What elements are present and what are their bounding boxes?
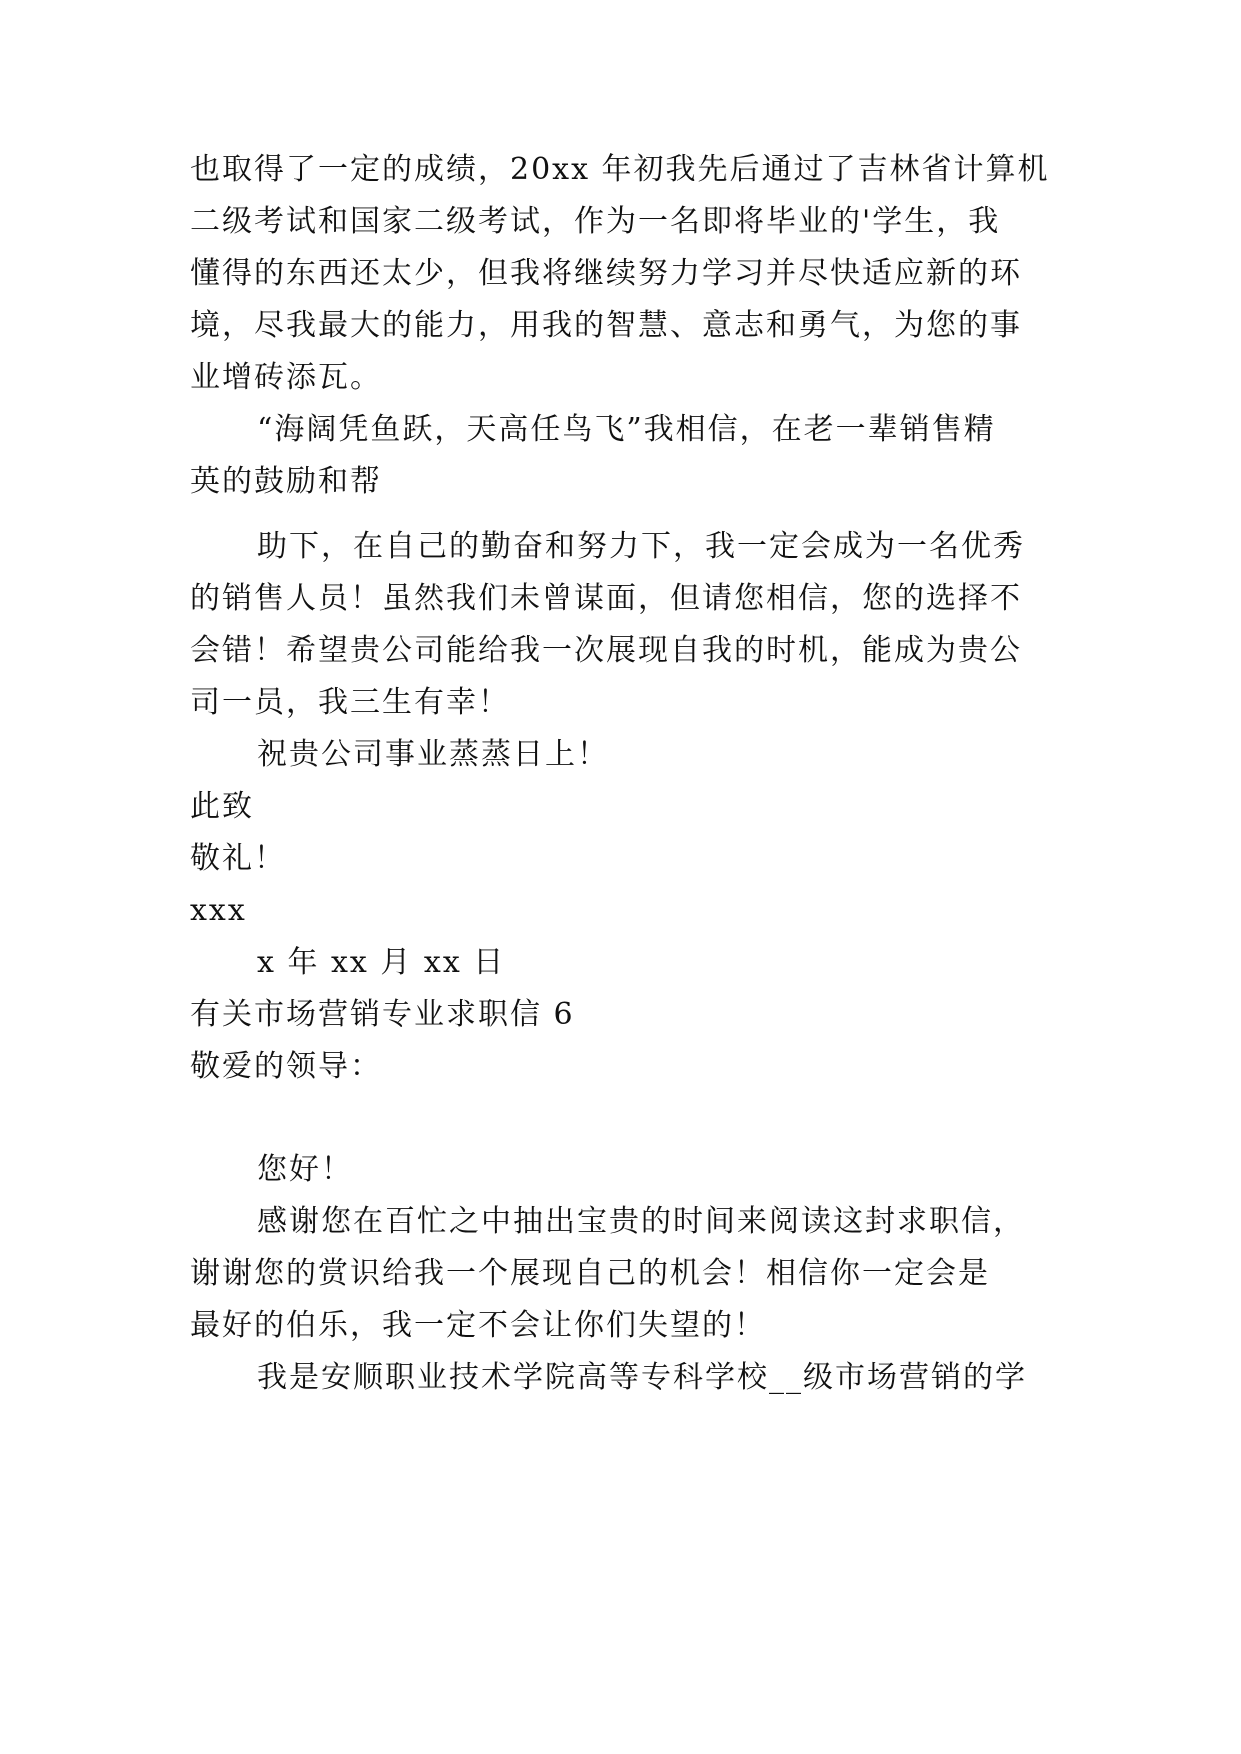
body-line: 会错！希望贵公司能给我一次展现自我的时机，能成为贵公 bbox=[190, 633, 1022, 668]
body-line: 最好的伯乐，我一定不会让你们失望的！ bbox=[190, 1308, 766, 1343]
body-line: 的销售人员！虽然我们未曾谋面，但请您相信，您的选择不 bbox=[190, 581, 1022, 616]
body-line: 也取得了一定的成绩，20xx 年初我先后通过了吉林省计算机 bbox=[190, 152, 1050, 187]
body-line: 祝贵公司事业蒸蒸日上！ bbox=[257, 737, 609, 772]
body-line: 助下，在自己的勤奋和努力下，我一定会成为一名优秀 bbox=[257, 529, 1025, 564]
body-line: “海阔凭鱼跃，天高任鸟飞”我相信，在老一辈销售精 bbox=[257, 412, 996, 447]
body-line: 谢谢您的赏识给我一个展现自己的机会！相信你一定会是 bbox=[190, 1256, 990, 1291]
body-line: 感谢您在百忙之中抽出宝贵的时间来阅读这封求职信， bbox=[257, 1204, 1025, 1239]
signature-name: xxx bbox=[190, 893, 247, 928]
greeting-hello: 您好！ bbox=[257, 1152, 353, 1187]
body-line: 司一员，我三生有幸！ bbox=[190, 685, 510, 720]
body-line: 境，尽我最大的能力，用我的智慧、意志和勇气，为您的事 bbox=[190, 308, 1022, 343]
section-title: 有关市场营销专业求职信 6 bbox=[190, 997, 575, 1032]
signature-date: x 年 xx 月 xx 日 bbox=[257, 945, 506, 980]
body-line: 英的鼓励和帮 bbox=[190, 464, 382, 499]
body-line: 业增砖添瓦。 bbox=[190, 360, 382, 395]
body-line: 二级考试和国家二级考试，作为一名即将毕业的'学生，我 bbox=[190, 204, 1001, 239]
closing-regards: 敬礼！ bbox=[190, 841, 286, 876]
body-line: 懂得的东西还太少，但我将继续努力学习并尽快适应新的环 bbox=[190, 256, 1022, 291]
body-line: 我是安顺职业技术学院高等专科学校__级市场营销的学 bbox=[257, 1360, 1027, 1395]
closing-salutation: 此致 bbox=[190, 789, 254, 824]
greeting: 敬爱的领导： bbox=[190, 1049, 382, 1084]
